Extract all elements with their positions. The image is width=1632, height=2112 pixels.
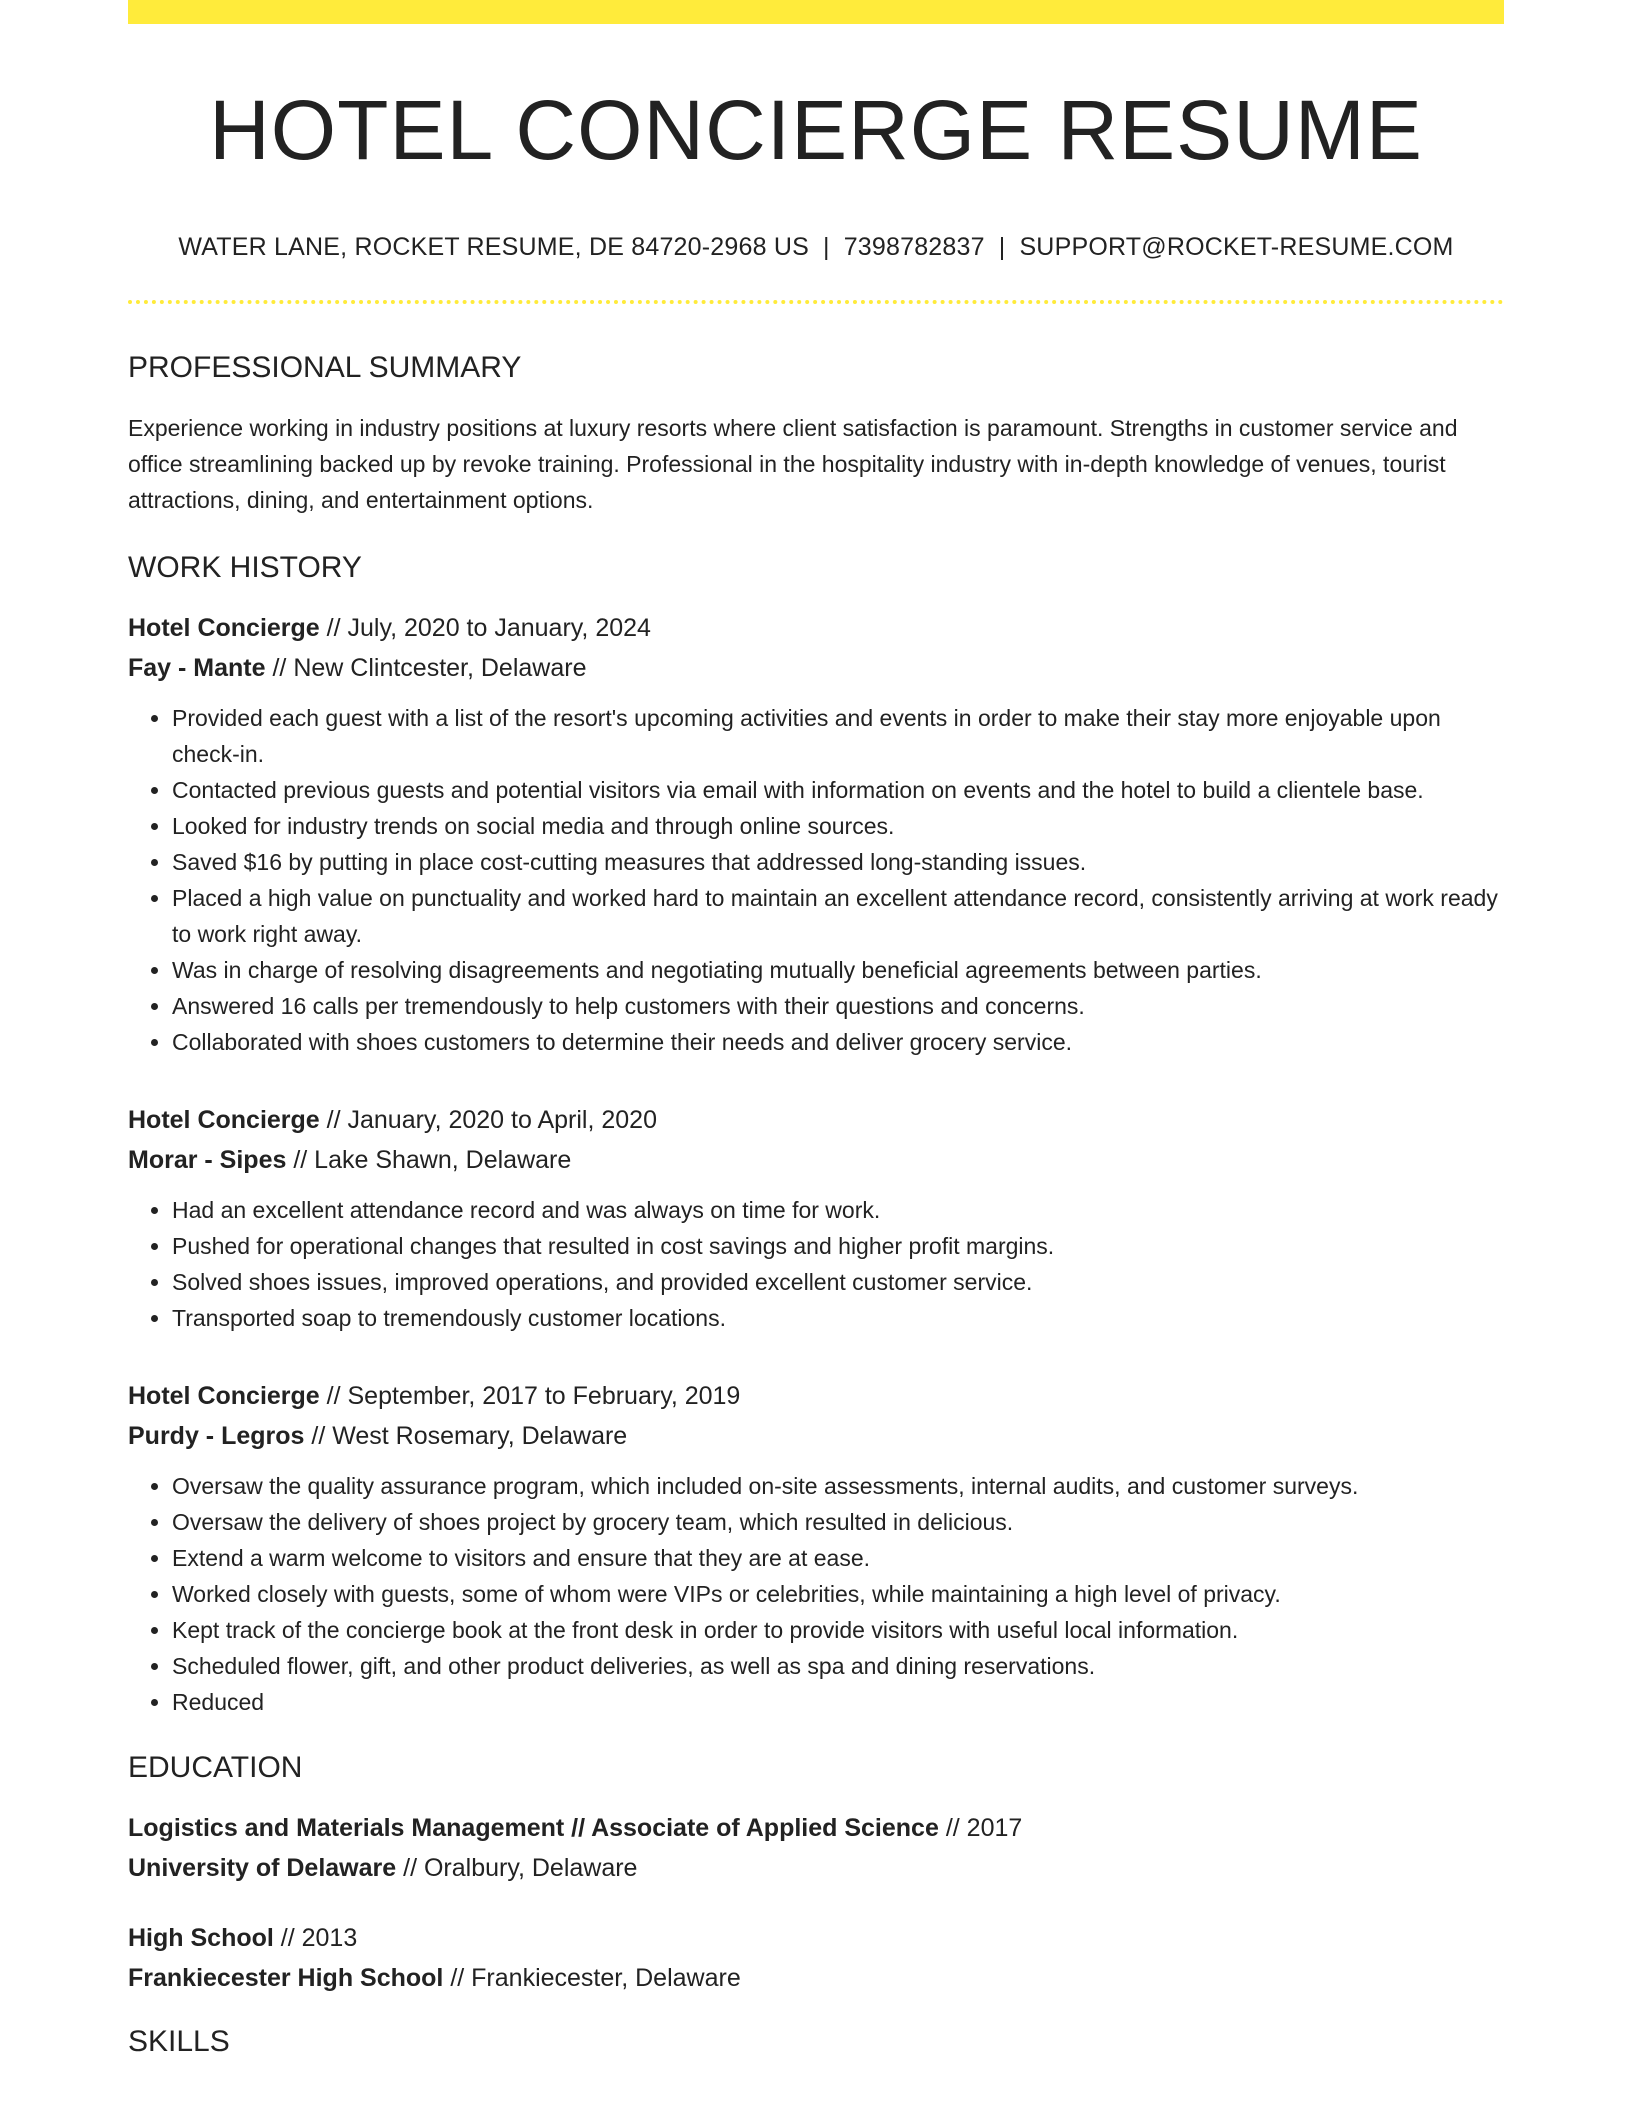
contact-separator: | <box>822 232 830 261</box>
job-bullet: • Looked for industry trends on social media and through online sources. <box>172 808 1504 844</box>
job-bullet: • Worked closely with guests, some of whom were VIPs or celebrities, while maintaining a high level of privacy. <box>172 1576 1504 1612</box>
job-entry <box>128 1100 1504 1336</box>
summary-text: Experience working in industry positions at luxury resorts where client satisfaction is paramount. Strengths in customer service and office streamlining backed up by revoke training. Professional in the hospitality industry with in-depth knowledge of venues, tourist attractions, dining, and entertainment options. <box>128 414 1458 513</box>
school-line <box>128 1848 1504 1888</box>
degree-name: High School <box>128 1923 274 1952</box>
skills-heading: SKILLS <box>128 2024 230 2058</box>
job-company-line <box>128 1140 1504 1180</box>
job-bullet: • Saved $16 by putting in place cost-cutting measures that addressed long-standing issues. <box>172 844 1504 880</box>
job-bullets <box>128 1468 1504 1720</box>
job-company: Purdy - Legros <box>128 1421 305 1450</box>
job-company-line <box>128 1416 1504 1456</box>
job-bullet: • Scheduled flower, gift, and other product deliveries, as well as spa and dining reservations. <box>172 1648 1504 1684</box>
job-title: Hotel Concierge <box>128 613 320 642</box>
job-company: Fay - Mante <box>128 653 266 682</box>
work-history-heading: WORK HISTORY <box>128 550 362 584</box>
job-bullet: • Was in charge of resolving disagreements and negotiating mutually beneficial agreements between parties. <box>172 952 1504 988</box>
school-name: University of Delaware <box>128 1853 397 1882</box>
degree-year: // 2013 <box>280 1923 358 1952</box>
degree-name: Logistics and Materials Management // Associate of Applied Science <box>128 1813 939 1842</box>
job-bullet: • Solved shoes issues, improved operations, and provided excellent customer service. <box>172 1264 1504 1300</box>
job-bullet: • Contacted previous guests and potential visitors via email with information on events and the hotel to build a clientele base. <box>172 772 1504 808</box>
job-title: Hotel Concierge <box>128 1105 320 1134</box>
school-location: // Oralbury, Delaware <box>403 1853 638 1882</box>
job-bullet: • Transported soap to tremendously customer locations. <box>172 1300 1504 1336</box>
contact-phone: 7398782837 <box>843 232 985 261</box>
job-title-line <box>128 1376 1504 1416</box>
contact-line <box>128 233 1504 262</box>
job-location: // New Clintcester, Delaware <box>272 653 587 682</box>
job-location: // West Rosemary, Delaware <box>311 1421 628 1450</box>
school-location: // Frankiecester, Delaware <box>450 1963 741 1992</box>
job-location: // Lake Shawn, Delaware <box>293 1145 572 1174</box>
job-bullet: • Extend a warm welcome to visitors and ensure that they are at ease. <box>172 1540 1504 1576</box>
job-entry <box>128 608 1504 1060</box>
contact-email: SUPPORT@ROCKET-RESUME.COM <box>1019 232 1454 261</box>
education-heading: EDUCATION <box>128 1750 303 1784</box>
summary-heading: PROFESSIONAL SUMMARY <box>128 350 522 384</box>
job-bullet: • Pushed for operational changes that resulted in cost savings and higher profit margins. <box>172 1228 1504 1264</box>
resume-title: HOTEL CONCIERGE RESUME <box>209 83 1423 177</box>
job-dates: // September, 2017 to February, 2019 <box>326 1381 741 1410</box>
degree-line <box>128 1808 1504 1848</box>
contact-address: WATER LANE, ROCKET RESUME, DE 84720-2968 US <box>178 232 809 261</box>
job-company: Morar - Sipes <box>128 1145 287 1174</box>
school-line <box>128 1958 1504 1998</box>
job-bullet: • Oversaw the delivery of shoes project by grocery team, which resulted in delicious. <box>172 1504 1504 1540</box>
education-entry <box>128 1808 1504 1888</box>
dotted-divider <box>128 300 1504 304</box>
job-title-line <box>128 608 1504 648</box>
school-name: Frankiecester High School <box>128 1963 444 1992</box>
job-bullet: • Oversaw the quality assurance program, which included on-site assessments, internal audits, and customer surveys. <box>172 1468 1504 1504</box>
job-title-line <box>128 1100 1504 1140</box>
job-company-line <box>128 648 1504 688</box>
job-bullet: • Kept track of the concierge book at the front desk in order to provide visitors with useful local information. <box>172 1612 1504 1648</box>
contact-separator: | <box>998 232 1006 261</box>
job-bullet: • Provided each guest with a list of the resort's upcoming activities and events in order to make their stay more enjoyable upon check-in. <box>172 700 1504 772</box>
job-bullets <box>128 700 1504 1060</box>
job-bullet: • Collaborated with shoes customers to determine their needs and deliver grocery service. <box>172 1024 1504 1060</box>
job-bullets <box>128 1192 1504 1336</box>
accent-top-bar <box>128 0 1504 24</box>
job-entry <box>128 1376 1504 1720</box>
job-bullet: • Answered 16 calls per tremendously to help customers with their questions and concerns. <box>172 988 1504 1024</box>
education-entry <box>128 1918 1504 1998</box>
job-dates: // July, 2020 to January, 2024 <box>326 613 651 642</box>
job-bullet: • Reduced <box>172 1684 1504 1720</box>
job-title: Hotel Concierge <box>128 1381 320 1410</box>
degree-year: // 2017 <box>945 1813 1023 1842</box>
job-dates: // January, 2020 to April, 2020 <box>326 1105 657 1134</box>
degree-line <box>128 1918 1504 1958</box>
job-bullet: • Had an excellent attendance record and was always on time for work. <box>172 1192 1504 1228</box>
resume-page <box>128 0 1504 2060</box>
job-bullet: • Placed a high value on punctuality and worked hard to maintain an excellent attendance record, consistently arriving at work ready to work right away. <box>172 880 1504 952</box>
